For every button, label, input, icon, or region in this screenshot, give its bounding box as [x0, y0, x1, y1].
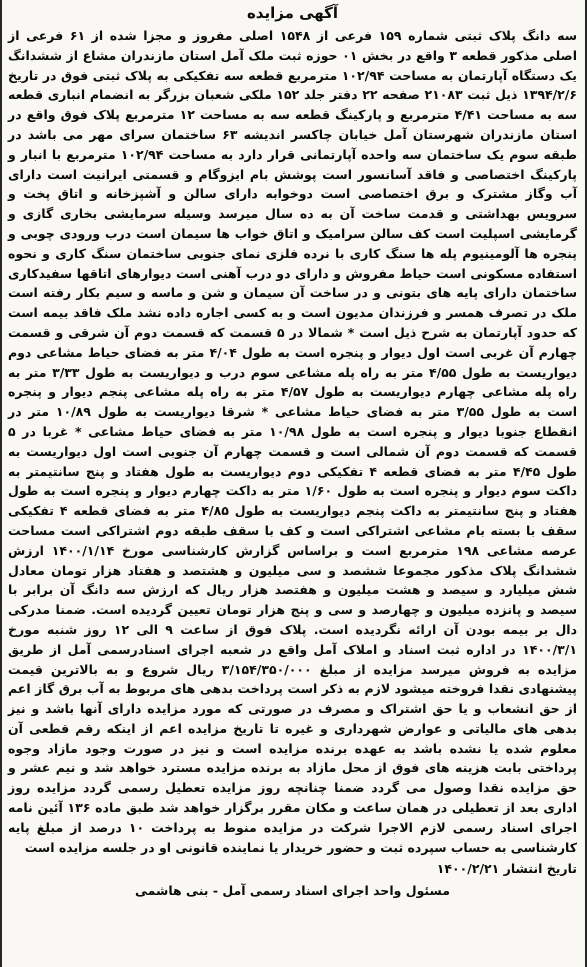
notice-title: آگهی مزایده — [246, 4, 339, 22]
notice-body: سه دانگ پلاک ثبتی شماره ۱۵۹ فرعی از ۱۵۴۸ اصلی مفروز و مجزا شده از ۶۱ فرعی از اصلی مذکور قطعه ۳ واقع در بخش ۰۱ حوزه ثبت ملک آمل استان مازندران مشاع از ششدانگ یک دستگاه آپارتمان به مساحت ۱۰۲/۹۴ مترمربع قطعه سه تفکیکی به پلاک ثبتی فوق در تاریخ ۱۳۹۴/۲/۶ ذیل ثبت ۲۱۰۸۳ صفحه ۲۲ دفتر جلد ۱۵۲ ملکی شعبان بزرگر به انضمام انباری قطعه سه به مساحت ۴/۴۱ مترمربع و پارکینگ قطعه سه به مساحت ۱۲ مترمربع پلاک فوق واقع در استان مازندران شهرستان آمل خیابان چاکسر اندیشه ۶۳ ساختمان سرای مهر می باشد در طبقه سوم یک ساختمان سه واحده آپارتمانی قرار دارد به مساحت ۱۰۲/۹۴ مترمربع با انبار و پارکینگ اختصاصی و فاقد آسانسور است پوشش بام ایزوگام و قسمتی ایرانیت است دارای آب وگاز مشترک و برق اختصاصی است دوخوابه دارای سالن و آشپزخانه و اتاق پخت و سرویس بهداشتی و قدمت ساخت آن به ده سال میرسد وسیله سرمایشی بخاری گازی و گرمایشی اسپلیت است کف سالن سرامیک و اتاق خواب ها سیمان است درب ورودی چوبی و پنجره ها آلومینیوم پله ها سنگ کاری با نرده فلزی نمای جنوبی ساختمان سنگ کاری و نحوه استفاده مسکونی است حیاط مفروش و دارای دو درب آهنی است دیوارهای اتاقها سفیدکاری ساختمان دارای پایه های بتونی و در ساخت آن سیمان و شن و ماسه و سیم بکار رفته است ملک در تصرف همسر و فرزندان مدیون است و به کسی اجاره داده نشد ملک فاقد بیمه است که حدود آپارتمان به شرح ذیل است * شمالا در ۵ قسمت که قسمت دوم آن شرقی و قسمت چهارم آن غربی است اول دیوار و پنجره است به طول ۴/۰۴ متر به فضای حیاط مشاعی دوم دیواریست به طول ۴/۵۵ متر به راه پله مشاعی سوم درب و دیواریست به طول ۳/۳۳ متر به راه پله مشاعی چهارم دیواریست به طول ۴/۵۷ متر به راه پله مشاعی پنجم دیوار و پنجره است به طول ۳/۵۵ متر به فضای حیاط مشاعی * شرقا دیواریست به طول ۱۰/۸۹ متر در انقطاع جنوبا دیوار و پنجره است به طول ۱۰/۹۸ متر به فضای حیاط مشاعی * غربا در ۵ قسمت که قسمت دوم آن شمالی است و قسمت چهارم آن جنوبی است اول دیواریست به طول ۴/۴۵ متر به فضای قطعه ۴ تفکیکی دوم دیواریست به طول هفتاد و پنج سانتیمتر به داکت سوم دیوار و پنجره است به طول ۱/۶۰ متر به داکت چهارم دیوار و پنجره است به طول هفتاد و پنج سانتیمتر به داکت پنجم دیواریست به طول ۴/۸۵ متر به فضای قطعه ۴ تفکیکی سقف با بسته بام مشاعی اشتراکی است و کف با سقف طبقه دوم اشتراکی است مساحت عرصه مشاعی ۱۹۸ مترمربع است و براساس گزارش کارشناسی مورخ ۱۴۰۰/۱/۱۴ ارزش ششدانگ پلاک مذکور مجموعا ششصد و سی میلیون و هشتصد و هفتاد هزار تومان معادل شش میلیارد و سیصد و هشت میلیون و هفتصد هزار ریال که ارزش سه دانگ آن برابر با سیصد و پانزده میلیون و چهارصد و سی و پنج هزار تومان تعیین گردیده است. ضمنا مدرکی دال بر بیمه بودن آن ارائه نگردیده است. پلاک فوق از ساعت ۹ الی ۱۲ روز شنبه مورخ ۱۴۰۰/۳/۱ در اداره ثبت اسناد و املاک آمل واقع در شعبه اجرای اسنادرسمی آمل از طریق مزایده به فروش میرسد مزایده از مبلغ ۳/۱۵۴/۳۵۰/۰۰۰ ریال شروع و به بالاترین قیمت پیشنهادی نقدا فروخته میشود لازم به ذکر است پرداخت بدهی های مربوط به آب برق گاز اعم از حق انشعاب و یا حق اشتراک و مصرف در صورتی که مورد مزایده دارای آنها باشد و نیز بدهی های مالیاتی و عوارض شهرداری و غیره تا تاریخ مزایده اعم از اینکه رقم قطعی آن معلوم شده یا نشده باشد به عهده برنده مزایده است و نیز در صورت وجود مازاد وجوه پرداختی بابت هزینه های فوق از محل مازاد به برنده مزایده مسترد خواهد شد و نیم عشر و حق مزایده نقدا وصول می گردد ضمنا چنانچه روز مزایده تعطیل رسمی گردد مزایده روز اداری بعد از تعطیلی در همان ساعت و مکان مقرر برگزار خواهد شد طبق ماده ۱۳۶ آئین نامه اجرای اسناد رسمی لازم الاجرا شرکت در مزایده منوط به پرداخت ۱۰ درصد از مبلغ پایه کارشناسی به حساب سپرده ثبت و حضور خریدار یا نماینده قانونی او در جلسه مزایده است — [8, 28, 578, 855]
signature-line: مسئول واحد اجرای اسناد رسمی آمل - بنی هاشمی — [135, 883, 450, 899]
notice-footer — [8, 859, 577, 901]
publish-date: تاریخ انتشار ۱۴۰۰/۲/۲۱ — [436, 861, 577, 877]
